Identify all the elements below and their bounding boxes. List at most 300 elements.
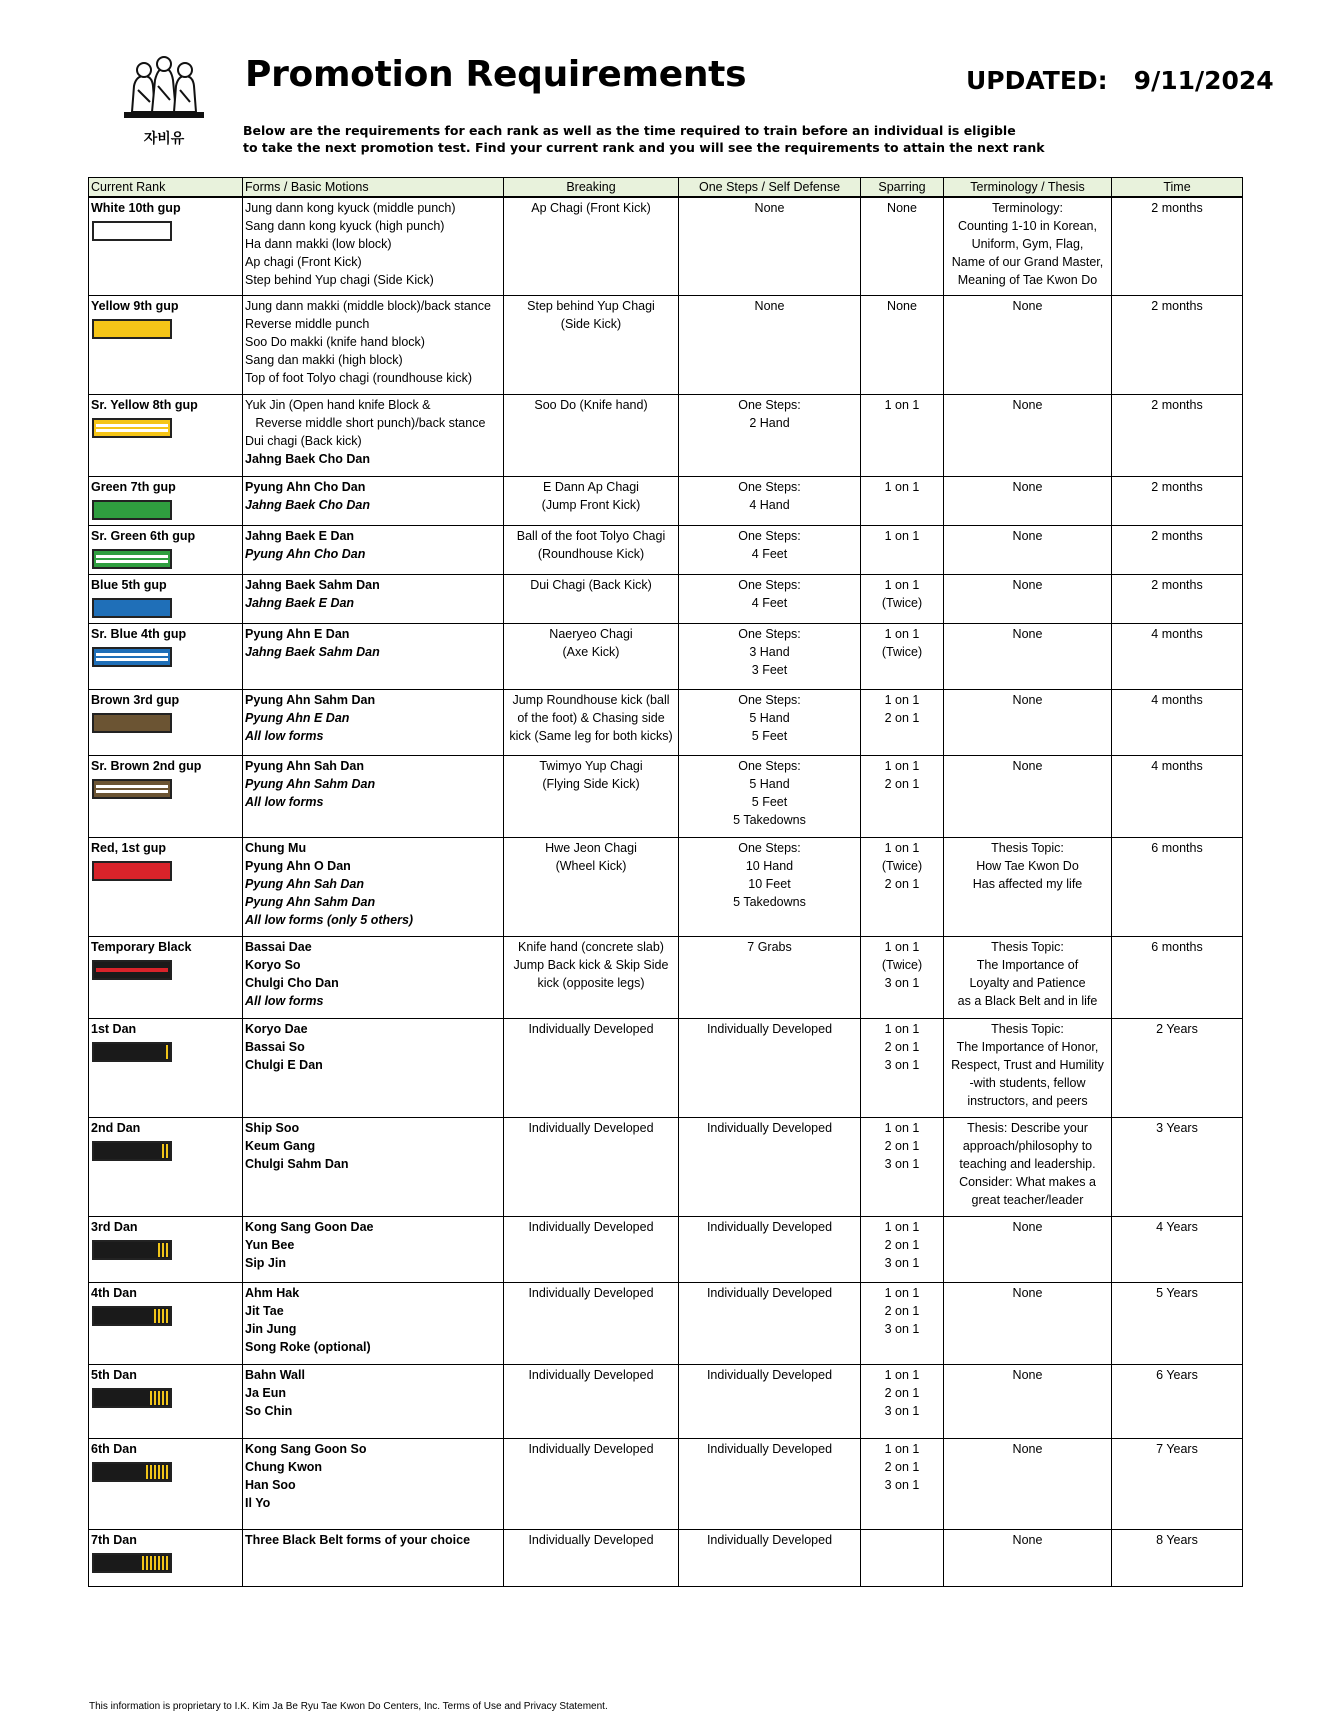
time-value: 2 months (1151, 397, 1203, 412)
sparring-line: 1 on 1 (884, 758, 920, 773)
terminology-line: None (1012, 1532, 1043, 1547)
onesteps-line: 5 Hand (749, 710, 790, 725)
sparring-line: 1 on 1 (884, 577, 920, 592)
terminology-cell (944, 476, 1112, 525)
sparring-line: 2 on 1 (884, 776, 920, 791)
col-header-sparring: Sparring (861, 178, 944, 198)
sparring-line: 2 on 1 (884, 1459, 920, 1474)
form-item: Jung dann kong kyuck (middle punch) (245, 201, 456, 215)
terminology-line: Meaning of Tae Kwon Do (957, 273, 1098, 288)
forms-cell (243, 394, 504, 476)
breaking-cell (504, 476, 679, 525)
terminology-cell (944, 1438, 1112, 1529)
terminology-line: great teacher/leader (971, 1192, 1084, 1207)
sparring-cell (861, 689, 944, 755)
belt-swatch (92, 500, 172, 520)
rank-cell (89, 1282, 243, 1364)
terminology-cell (944, 1364, 1112, 1438)
table-row (89, 525, 1243, 574)
rank-name: 6th Dan (91, 1441, 137, 1456)
table-row (89, 394, 1243, 476)
onesteps-cell (679, 1364, 861, 1438)
terminology-cell (944, 574, 1112, 623)
rank-cell (89, 476, 243, 525)
rank-cell (89, 689, 243, 755)
form-item: Pyung Ahn E Dan (245, 626, 350, 641)
degree-bar (158, 1391, 160, 1405)
forms-cell (243, 837, 504, 936)
breaking-line: (Wheel Kick) (555, 858, 627, 873)
form-item: Pyung Ahn Cho Dan (245, 479, 366, 494)
form-item: Pyung Ahn O Dan (245, 858, 351, 873)
time-cell (1112, 1282, 1243, 1364)
terminology-line: -with students, fellow (969, 1075, 1086, 1090)
terminology-cell (944, 394, 1112, 476)
sparring-cell (861, 394, 944, 476)
onesteps-line: 5 Takedowns (733, 812, 806, 827)
sparring-cell (861, 755, 944, 837)
time-cell (1112, 1529, 1243, 1586)
sparring-line: 1 on 1 (884, 1120, 920, 1135)
rank-name: 3rd Dan (91, 1219, 138, 1234)
sparring-line: 1 on 1 (884, 1285, 920, 1300)
form-item: Keum Gang (245, 1138, 316, 1153)
degree-bars (166, 1045, 168, 1059)
col-header-breaking: Breaking (504, 178, 679, 198)
rank-cell (89, 1438, 243, 1529)
table-row (89, 574, 1243, 623)
belt-swatch (92, 1042, 172, 1062)
sparring-line: 2 on 1 (884, 876, 920, 891)
time-cell (1112, 1117, 1243, 1216)
sparring-cell (861, 295, 944, 394)
sparring-line: 3 on 1 (884, 1057, 920, 1072)
breaking-cell (504, 936, 679, 1018)
time-value: 5 Years (1156, 1285, 1198, 1300)
sparring-cell (861, 197, 944, 295)
degree-bar (158, 1556, 160, 1570)
forms-cell (243, 1364, 504, 1438)
form-item: All low forms (only 5 others) (245, 912, 414, 927)
form-item: Jahng Baek Sahm Dan (245, 577, 380, 592)
sparring-line: 1 on 1 (884, 692, 920, 707)
sparring-line: 2 on 1 (884, 1237, 920, 1252)
terminology-cell (944, 1018, 1112, 1117)
onesteps-cell (679, 1018, 861, 1117)
onesteps-line: 3 Hand (749, 644, 790, 659)
terminology-line: Name of our Grand Master, (951, 255, 1104, 270)
terminology-cell (944, 936, 1112, 1018)
breaking-cell (504, 1282, 679, 1364)
rank-name: Temporary Black (91, 939, 192, 954)
forms-cell (243, 476, 504, 525)
onesteps-cell (679, 1438, 861, 1529)
rank-cell (89, 623, 243, 689)
degree-bar (154, 1465, 156, 1479)
sparring-line: 1 on 1 (884, 528, 920, 543)
form-item: Jin Jung (245, 1321, 297, 1336)
terminology-cell (944, 1282, 1112, 1364)
time-value: 2 months (1151, 577, 1203, 592)
forms-cell (243, 755, 504, 837)
degree-bars (154, 1309, 168, 1323)
onesteps-line: 7 Grabs (747, 939, 792, 954)
breaking-line: Individually Developed (528, 1441, 654, 1456)
time-value: 6 months (1151, 939, 1203, 954)
onesteps-cell (679, 295, 861, 394)
onesteps-line: One Steps: (738, 479, 801, 494)
sparring-line: 2 on 1 (884, 1039, 920, 1054)
requirements-table (88, 177, 1243, 1587)
sparring-cell (861, 1117, 944, 1216)
form-item: Ap chagi (Front Kick) (245, 255, 362, 270)
terminology-line: Thesis Topic: (991, 840, 1064, 855)
time-value: 2 months (1151, 201, 1203, 215)
onesteps-line: 10 Feet (748, 876, 791, 891)
page-title: Promotion Requirements (245, 54, 747, 95)
onesteps-line: One Steps: (738, 758, 801, 773)
logo-caption: 자비유 (143, 131, 185, 147)
onesteps-cell (679, 1117, 861, 1216)
table-row (89, 1282, 1243, 1364)
form-item: Pyung Ahn E Dan (245, 710, 350, 725)
belt-swatch (92, 549, 172, 569)
table-row (89, 837, 1243, 936)
header-row (89, 178, 1243, 198)
time-cell (1112, 755, 1243, 837)
sparring-cell (861, 1529, 944, 1586)
belt-swatch (92, 319, 172, 339)
breaking-line: kick (Same leg for both kicks) (509, 728, 673, 743)
degree-bar (166, 1045, 168, 1059)
rank-name: Sr. Green 6th gup (91, 528, 196, 543)
breaking-cell (504, 837, 679, 936)
table-row (89, 623, 1243, 689)
terminology-line: The Importance of Honor, (956, 1039, 1099, 1054)
sparring-line: 1 on 1 (884, 1441, 920, 1456)
updated-label: UPDATED: (966, 66, 1108, 95)
belt-swatch (92, 647, 172, 667)
form-item: So Chin (245, 1403, 293, 1418)
terminology-line: Consider: What makes a (959, 1174, 1096, 1189)
onesteps-cell (679, 689, 861, 755)
degree-bars (146, 1465, 168, 1479)
breaking-cell (504, 295, 679, 394)
sparring-line: None (887, 201, 917, 215)
sparring-cell (861, 1364, 944, 1438)
time-cell (1112, 837, 1243, 936)
sparring-line: 3 on 1 (884, 1403, 920, 1418)
form-item: Koryo Dae (245, 1021, 308, 1036)
col-header-rank: Current Rank (89, 178, 243, 198)
updated-date: 9/11/2024 (1133, 66, 1274, 95)
breaking-line: Individually Developed (528, 1285, 654, 1300)
time-value: 2 months (1151, 528, 1203, 543)
sparring-line: (Twice) (881, 595, 923, 610)
rank-cell (89, 574, 243, 623)
time-cell (1112, 623, 1243, 689)
form-item: Han Soo (245, 1477, 296, 1492)
degree-bar (162, 1465, 164, 1479)
onesteps-line: Individually Developed (706, 1021, 833, 1036)
breaking-line: (Side Kick) (560, 316, 622, 331)
rank-cell (89, 1364, 243, 1438)
terminology-line: Has affected my life (972, 876, 1083, 891)
time-cell (1112, 295, 1243, 394)
sparring-cell (861, 837, 944, 936)
rank-name: White 10th gup (91, 201, 181, 215)
terminology-line: Respect, Trust and Humility (951, 1057, 1104, 1072)
terminology-cell (944, 1216, 1112, 1282)
table-row (89, 936, 1243, 1018)
forms-cell (243, 689, 504, 755)
table-row (89, 1364, 1243, 1438)
sparring-line: 1 on 1 (884, 1021, 920, 1036)
onesteps-line: One Steps: (738, 692, 801, 707)
degree-bar (146, 1465, 148, 1479)
breaking-cell (504, 197, 679, 295)
table-row (89, 689, 1243, 755)
form-item: Pyung Ahn Sahm Dan (245, 894, 376, 909)
belt-stripe (96, 968, 168, 972)
forms-cell (243, 574, 504, 623)
degree-bar (158, 1309, 160, 1323)
school-logo (122, 56, 206, 152)
rank-cell (89, 295, 243, 394)
time-cell (1112, 689, 1243, 755)
terminology-cell (944, 623, 1112, 689)
rank-name: 2nd Dan (91, 1120, 141, 1135)
onesteps-line: 5 Takedowns (733, 894, 806, 909)
intro-text (243, 122, 1045, 156)
form-item: Reverse middle short punch)/back stance (245, 415, 486, 430)
terminology-line: None (1012, 298, 1043, 313)
sparring-line: 3 on 1 (884, 1321, 920, 1336)
form-item: All low forms (245, 728, 324, 743)
breaking-line: (Jump Front Kick) (541, 497, 641, 512)
onesteps-cell (679, 574, 861, 623)
rank-name: Sr. Yellow 8th gup (91, 397, 198, 412)
col-header-time: Time (1112, 178, 1243, 198)
rank-name: Green 7th gup (91, 479, 176, 494)
breaking-line: Ball of the foot Tolyo Chagi (516, 528, 666, 543)
belt-swatch (92, 221, 172, 241)
degree-bars (158, 1243, 168, 1257)
degree-bar (162, 1144, 164, 1158)
time-value: 6 Years (1156, 1367, 1198, 1382)
degree-bars (162, 1144, 168, 1158)
forms-cell (243, 1216, 504, 1282)
table-row (89, 476, 1243, 525)
terminology-line: None (1012, 1367, 1043, 1382)
onesteps-cell (679, 197, 861, 295)
time-cell (1112, 476, 1243, 525)
sparring-line: 1 on 1 (884, 939, 920, 954)
rank-cell (89, 755, 243, 837)
forms-cell (243, 1282, 504, 1364)
breaking-line: Individually Developed (528, 1021, 654, 1036)
rank-cell (89, 394, 243, 476)
time-value: 4 months (1151, 692, 1203, 707)
form-item: Yun Bee (245, 1237, 295, 1252)
terminology-cell (944, 525, 1112, 574)
breaking-line: of the foot) & Chasing side (517, 710, 665, 725)
onesteps-line: 5 Feet (751, 794, 788, 809)
form-item: Song Roke (optional) (245, 1339, 371, 1354)
breaking-line: Knife hand (concrete slab) (518, 939, 664, 954)
onesteps-line: Individually Developed (706, 1219, 833, 1234)
terminology-line: None (1012, 692, 1043, 707)
onesteps-cell (679, 1216, 861, 1282)
intro-line-1: Below are the requirements for each rank as well as the time required to train before an individual is eligible (243, 123, 1016, 138)
time-cell (1112, 525, 1243, 574)
degree-bar (166, 1309, 168, 1323)
onesteps-cell (679, 1282, 861, 1364)
intro-line-2: to take the next promotion test. Find your current rank and you will see the requirements to attain the next rank (243, 140, 1045, 155)
onesteps-line: Individually Developed (706, 1441, 833, 1456)
sparring-line: 2 on 1 (884, 710, 920, 725)
rank-cell (89, 1018, 243, 1117)
sparring-cell (861, 574, 944, 623)
breaking-cell (504, 1364, 679, 1438)
footer-note: This information is proprietary to I.K. Kim Ja Be Ryu Tae Kwon Do Centers, Inc. Terms of Use and Privacy Statement. (89, 1701, 608, 1712)
form-item: Il Yo (245, 1495, 271, 1510)
onesteps-line: Individually Developed (706, 1367, 833, 1382)
sparring-line: 3 on 1 (884, 1255, 920, 1270)
degree-bar (150, 1465, 152, 1479)
form-item: Jahng Baek E Dan (245, 528, 355, 543)
belt-swatch (92, 598, 172, 618)
degree-bar (150, 1391, 152, 1405)
breaking-cell (504, 1216, 679, 1282)
form-item: Pyung Ahn Sah Dan (245, 876, 364, 891)
form-item: Ahm Hak (245, 1285, 300, 1300)
forms-cell (243, 295, 504, 394)
onesteps-line: One Steps: (738, 397, 801, 412)
forms-cell (243, 197, 504, 295)
breaking-cell (504, 689, 679, 755)
belt-swatch (92, 1306, 172, 1326)
terminology-line: instructors, and peers (967, 1093, 1088, 1108)
degree-bar (142, 1556, 144, 1570)
degree-bar (166, 1556, 168, 1570)
form-item: Sang dann kong kyuck (high punch) (245, 219, 445, 234)
breaking-line: Individually Developed (528, 1120, 654, 1135)
terminology-line: None (1012, 528, 1043, 543)
sparring-line: 1 on 1 (884, 1367, 920, 1382)
form-item: Reverse middle punch (245, 316, 370, 331)
time-value: 8 Years (1156, 1532, 1198, 1547)
onesteps-cell (679, 755, 861, 837)
form-item: Jahng Baek Cho Dan (245, 497, 371, 512)
onesteps-line: 5 Feet (751, 728, 788, 743)
sparring-line: 1 on 1 (884, 397, 920, 412)
sparring-cell (861, 1216, 944, 1282)
form-item: Chulgi E Dan (245, 1057, 323, 1072)
belt-swatch (92, 1388, 172, 1408)
col-header-forms: Forms / Basic Motions (243, 178, 504, 198)
terminology-line: Thesis Topic: (991, 939, 1064, 954)
sparring-cell (861, 525, 944, 574)
degree-bar (162, 1243, 164, 1257)
terminology-line: None (1012, 626, 1043, 641)
terminology-line: approach/philosophy to (962, 1138, 1093, 1153)
sparring-cell (861, 623, 944, 689)
breaking-line: Naeryeo Chagi (549, 626, 633, 641)
terminology-line: None (1012, 1441, 1043, 1456)
breaking-cell (504, 1438, 679, 1529)
breaking-line: E Dann Ap Chagi (543, 479, 639, 494)
onesteps-line: 5 Hand (749, 776, 790, 791)
form-item: Dui chagi (Back kick) (245, 433, 362, 448)
form-item: Jung dann makki (middle block)/back stance (245, 298, 491, 313)
table-row (89, 1216, 1243, 1282)
time-value: 4 Years (1156, 1219, 1198, 1234)
onesteps-line: 4 Feet (751, 546, 788, 561)
terminology-cell (944, 689, 1112, 755)
breaking-cell (504, 1529, 679, 1586)
breaking-line: Jump Back kick & Skip Side (513, 957, 669, 972)
breaking-line: Dui Chagi (Back Kick) (530, 577, 652, 592)
sparring-line: 2 on 1 (884, 1138, 920, 1153)
terminology-line: Counting 1-10 in Korean, (958, 219, 1097, 234)
form-item: Bassai Dae (245, 939, 312, 954)
forms-cell (243, 1438, 504, 1529)
degree-bar (154, 1556, 156, 1570)
onesteps-line: None (754, 298, 785, 313)
form-item: Three Black Belt forms of your choice (245, 1532, 471, 1547)
terminology-cell (944, 1529, 1112, 1586)
form-item: Soo Do makki (knife hand block) (245, 334, 425, 349)
time-value: 2 months (1151, 298, 1203, 313)
degree-bar (158, 1465, 160, 1479)
sparring-cell (861, 936, 944, 1018)
sparring-line: 2 on 1 (884, 1385, 920, 1400)
onesteps-cell (679, 837, 861, 936)
onesteps-line: 10 Hand (745, 858, 794, 873)
time-cell (1112, 1364, 1243, 1438)
sparring-line: 1 on 1 (884, 840, 920, 855)
time-cell (1112, 197, 1243, 295)
terminology-line: The Importance of (976, 957, 1079, 972)
belt-stripe-center (96, 427, 168, 429)
degree-bar (166, 1391, 168, 1405)
terminology-line: None (1012, 397, 1043, 412)
rank-name: 4th Dan (91, 1285, 137, 1300)
terminology-cell (944, 1117, 1112, 1216)
col-header-onesteps: One Steps / Self Defense (679, 178, 861, 198)
terminology-line: teaching and leadership. (959, 1156, 1096, 1171)
belt-swatch (92, 960, 172, 980)
breaking-cell (504, 525, 679, 574)
table-row (89, 1438, 1243, 1529)
breaking-line: (Flying Side Kick) (542, 776, 640, 791)
belt-swatch (92, 1553, 172, 1573)
breaking-line: kick (opposite legs) (537, 975, 645, 990)
onesteps-line: Individually Developed (706, 1532, 833, 1547)
rank-name: Brown 3rd gup (91, 692, 180, 707)
breaking-line: Step behind Yup Chagi (527, 298, 655, 313)
form-item: Chulgi Cho Dan (245, 975, 339, 990)
form-item: Jahng Baek Cho Dan (245, 451, 371, 466)
time-value: 3 Years (1156, 1120, 1198, 1135)
form-item: Chung Mu (245, 840, 307, 855)
onesteps-line: 3 Feet (751, 662, 788, 677)
rank-name: Sr. Blue 4th gup (91, 626, 187, 641)
time-value: 4 months (1151, 626, 1203, 641)
form-item: Jit Tae (245, 1303, 284, 1318)
onesteps-cell (679, 394, 861, 476)
